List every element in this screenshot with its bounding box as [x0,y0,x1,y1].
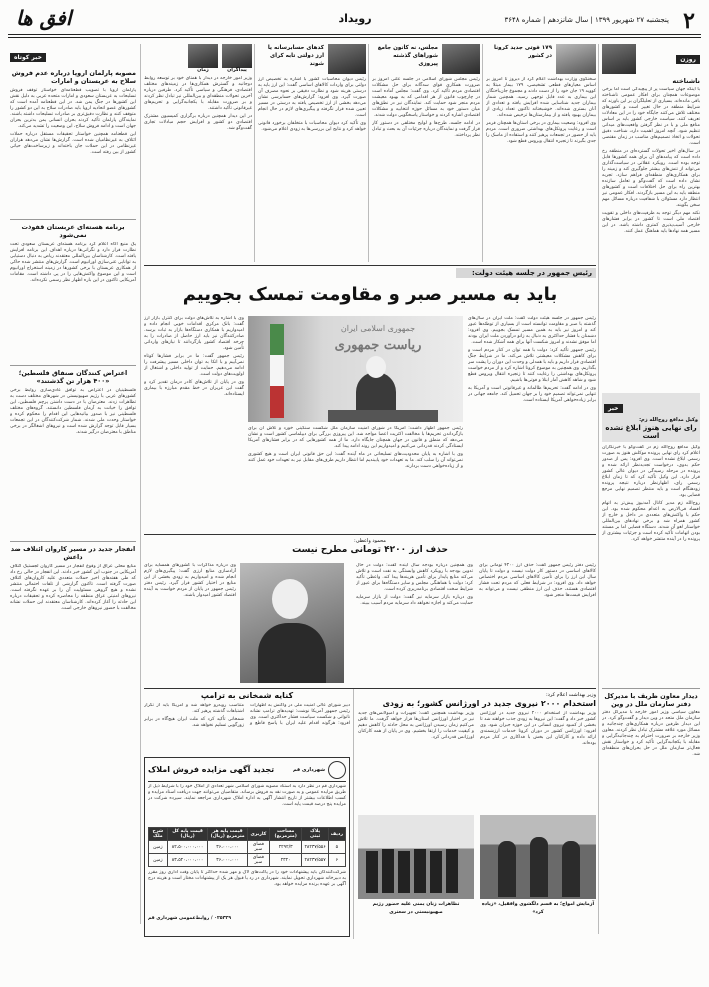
protest-photo [358,815,474,899]
lower-section [144,688,596,939]
column-rule [140,44,141,924]
story-headline: استخدام ۲۰۰۰ نیروی جدید در اورژانس کشور؛ به زودی [382,699,596,708]
left-sidebar [10,44,136,924]
column-tag: روزن [676,55,700,64]
president-photo [248,316,463,422]
article-body: وی درباره مذاکرات با کشورهای همسایه برای آزادسازی منابع ارزی گفت: پیگیری‌های لازم انجام شده و امیدواریم به زودی بخشی از این منابع در اختیار کشور قرار گیرد. رئیس دفتر رئیس جمهور در پایان از مردم خواست به آینده اقتصاد کشور امیدوار باشند. [144,563,236,598]
table-row: ۶ ۲۸۲۳۷/۵۵۷ ۲۳۲۰ فضای سبز ۳۶،۰۰۰،۰۰۰ ۸۳،۵۲۰،۰۰۰،۰۰۰ زمین [149,854,346,867]
header-rule-2 [8,37,701,38]
article-body: فلسطینیان در اعتراض به توافق عادی‌سازی روابط برخی کشورهای عربی با رژیم صهیونیستی در شهرهای مختلف دست به تظاهرات زدند. معترضان با در دست داشتن پرچم فلسطین، این توافق را خیانت به آرمان فلسطین دانستند. گروه‌های مختلف فلسطینی نیز با صدور بیانیه‌هایی این اقدام را محکوم کرده و خواستار وحدت ملی شدند. شمار شرکت‌کنندگان در این تجمعات بسیار قابل توجه گزارش شده است و نیروهای اشغالگر در برخی مناطق با معترضان درگیر شدند. [10,388,136,435]
article-body: وی با اشاره به تلاش‌های دولت برای کنترل بازار ارز گفت: بانک مرکزی اقدامات خوبی انجام داده و امیدواریم با همکاری دستگاه‌ها بازار به ثبات برسد. صادرکنندگان نیز باید ارز حاصل از صادرات را به چرخه اقتصاد کشور بازگردانند تا نیازهای وارداتی تأمین شود. رئیس جمهور گفت: ما در برابر فشارها کوتاه نمی‌آییم و با اتکا به توان داخلی مسیر پیشرفت را ادامه می‌دهیم. حمایت از تولید داخلی و اشتغال از اولویت‌های دولت است. وی در پایان از تلاش‌های کادر درمان تقدیر کرد و گفت این عزیزان در خط مقدم مبارزه با بیماری ایستاده‌اند. [144,316,244,397]
top-headline: ۱۷۹ فوتی جدید کرونا در کشور [493,45,552,59]
column-title: ناشناخته [672,77,700,85]
article-body: یک منبع آگاه اعلام کرد برنامه هسته‌ای عربستان سعودی تحت نظارت قرار دارد و نگرانی‌ها درباره اهداف این برنامه افزایش یافته است. کارشناسان بین‌المللی معتقدند ریاض به دنبال دستیابی به توانایی غنی‌سازی اورانیوم است. گزارش‌های منتشر شده حاکی از همکاری عربستان با برخی کشورها در زمینه استخراج اورانیوم است و این موضوع واکنش‌هایی را در پی داشته است. مقامات آمریکایی تاکنون در این باره اظهار نظر رسمی نکرده‌اند. [10,242,136,283]
article-body: رئیس جمهور در جلسه هیئت دولت گفت: ملت ایران در سال‌های گذشته با صبر و مقاومت توانسته است از بسیاری از توطئه‌ها عبور کند و امروز نیز باید به همین مسیر تمسک بجوییم. وی افزود: دشمنان با فشار حداکثری به دنبال به زانو درآوردن ملت ایران بودند اما موفق نشدند و امروز شکست آنها برای همه آشکار شده است. رئیس جمهور تأکید کرد: دولت با همه توان در کنار مردم است و برای کاهش مشکلات معیشتی تلاش می‌کند. ما در شرایط جنگ اقتصادی قرار داریم و باید با همدلی و وحدت این دوران را پشت سر بگذاریم. وی همچنین به موضوع کرونا اشاره کرد و از مردم خواست پروتکل‌های بهداشتی را رعایت کنند تا زنجیره انتقال ویروس قطع شود و شاهد کاهش آمار ابتلا و فوتی‌ها باشیم. وی در ادامه گفت: تحریم‌ها ظالمانه و غیرقانونی است و آمریکا به تنهایی نمی‌تواند تصمیم خود را بر جهان تحمیل کند. جامعه جهانی در برابر زیاده‌خواهی آمریکا ایستاده است. [468,316,596,403]
right-sidebar [602,44,700,934]
ad-col: ردیف [328,828,345,841]
story-kicker: محمود واعظی: [354,538,386,544]
ad-org: شهرداری قم [292,767,325,773]
article-body: وزیر بهداشت از استخدام ۲۰۰۰ نیروی جدید در اورژانس کشور خبر داد و گفت: این نیروها به زودی جذب خواهند شد تا بخشی از کمبود نیروی انسانی در این حوزه جبران شود. وی افزود: اورژانس کشور در دوران کرونا خدمات ارزشمندی ارائه داده و کارکنان این بخش با فداکاری در کنار مردم بوده‌اند. وزیر بهداشت همچنین گفت: تجهیزات و آمبولانس‌های جدید نیز در اختیار اورژانس استان‌ها قرار خواهد گرفت. ما تلاش می‌کنیم زمان رسیدن اورژانس به محل حادثه را کاهش دهیم و کیفیت خدمات را ارتقا بخشیم. وی در پایان از همه کارکنان اورژانس قدردانی کرد. [358,711,596,746]
ad-footer: ۰۲۵۳۲۹ / روابط‌عمومی شهرداری قم [148,916,232,921]
top-headline: کدهای حسابرسانه یا ارز دولتی تابه کرای شوند [267,45,324,67]
news-photo [328,44,366,74]
news-photo [188,44,218,68]
divider [10,365,136,366]
article-body: رئیس جمهور اظهار داشت: آمریکا در شورای امنیت سازمان ملل شکست سنگینی خورد و تلاش آن برای بازگرداندن تحریم‌ها با مخالفت اکثریت اعضا مواجه شد. این پیروزی بزرگی برای دیپلماسی کشور است و نشان می‌دهد که منطق و قانون در جهان همچنان جایگاه دارد. ما از همه کشورهایی که در برابر فشارهای آمریکا ایستادگی کردند قدردانی می‌کنیم و امیدواریم این روند ادامه پیدا کند. وی با اشاره به پایان محدودیت‌های تسلیحاتی در ماه آینده گفت: این حق قانونی ایران است و هیچ کشوری نمی‌تواند آن را سلب کند. ما به تعهدات خود پایبندیم اما انتظار داریم طرف‌های مقابل نیز به تعهدات خود عمل کنند و از زیاده‌خواهی دست بردارند. [248,426,463,469]
article-body: وزیر امور خارجه در دیدار با همتای خود بر توسعه روابط دوجانبه و گسترش همکاری‌ها در زمینه‌های مختلف اقتصادی، فرهنگی و سیاسی تأکید کرد. طرفین درباره آخرین تحولات منطقه‌ای و بین‌المللی نیز تبادل نظر کردند و بر ضرورت مقابله با یکجانبه‌گرایی و تحریم‌های غیرقانونی تأکید داشتند. در این دیدار همچنین درباره برگزاری کمیسیون مشترک اقتصادی دو کشور و افزایش حجم مبادلات تجاری گفت‌وگو شد. [144,76,252,131]
official-photo [240,563,344,683]
short-news-tag: خبر کوتاه [10,53,46,62]
header-rule [8,34,701,35]
story-headline: حذف ارز ۴۲۰۰ تومانی مطرح نیست [292,545,448,555]
column-rule [598,44,599,934]
article-body: منابع محلی عراق از وقوع انفجار در مسیر کاروان لجستیک ائتلاف آمریکایی در جنوب این کشور خبر دادند. این انفجار در حالی رخ داد که طی هفته‌های اخیر حملات متعددی علیه کاروان‌های ائتلاف صورت گرفته است. تاکنون گزارشی از تلفات احتمالی منتشر نشده و هیچ گروهی مسئولیت آن را بر عهده نگرفته است. نیروهای امنیتی عراق منطقه را محاصره کرده و تحقیقات درباره این حادثه را آغاز کرده‌اند. کارشناسان معتقدند این حملات نشانه مخالفت با حضور نیروهای خارجی است. [10,564,136,611]
ad-col: مساحت (مترمربع) [269,828,302,841]
news-tag: خبر [604,404,623,413]
third-story [358,689,596,939]
article-body: رئیس مجلس شورای اسلامی در جلسه علنی امروز بر ضرورت همکاری قوای سه‌گانه برای حل مشکلات اقتصادی مردم تأکید کرد. وی گفت: مجلس آماده است در چارچوب قانون از هر اقدامی که به بهبود معیشت مردم منجر شود حمایت کند. نمایندگان نیز در نطق‌های میان دستور خود به مسائل حوزه انتخابیه و مشکلات اقتصادی اشاره کردند و خواستار پاسخگویی دولت شدند. در ادامه جلسه، طرح‌ها و لوایح مختلفی در دستور کار قرار گرفت و نمایندگان درباره جزئیات آن به بحث و تبادل نظر پرداختند. [372,77,480,138]
table-row: ۵ ۲۸۲۳۷/۵۵۶ ۲۲۹۲/۳ فضای سبز ۳۶،۰۰۰،۰۰۰ ۸۲،۵۰۰،۰۰۰،۰۰۰ زمین [149,841,346,854]
news-box [602,393,700,442]
ad-col: قیمت پایه کل (ریال) [167,828,208,841]
ad-title: تجدید آگهی مزایده فروش املاک [148,765,275,774]
issue-date-info: پنجشنبه ۲۷ شهریور ۱۳۹۹ | سال شانزدهم | شماره ۳۶۴۸ [504,16,669,24]
story-kicker: وزیر بهداشت اعلام کرد: [545,692,596,698]
article-body: پارلمان اروپا با تصویب قطعنامه‌ای خواستار توقف فروش تسلیحات به عربستان سعودی و امارات متحده عربی به دلیل نقش این کشورها در جنگ یمن شد. در این قطعنامه آمده است که کشورهای عضو اتحادیه اروپا باید صادرات سلاح به این دو کشور را متوقف کنند و نظارت دقیق‌تری بر صادرات تسلیحات داشته باشند. نمایندگان پارلمان تأکید کردند بحران انسانی یمن بدترین بحران جهان است و ادامه فروش سلاح، این وضعیت را تشدید می‌کند. این قطعنامه همچنین خواستار تحقیقات مستقل درباره حملات ائتلاف به غیرنظامیان شده است. گزارش‌ها نشان می‌دهد هزاران غیرنظامی در این حملات جان باخته‌اند و زیرساخت‌های حیاتی کشور از بین رفته است. [10,88,136,155]
news-photo [556,44,596,74]
divider [602,688,700,689]
article-body: دبیر شورای عالی امنیت ملی در واکنش به اظهارات رئیس جمهور آمریکا نوشت: تهدیدهای ترامپ نشانه ناتوانی و شکست سیاست فشار حداکثری است. وی افزود: هرگونه اقدام علیه ایران با پاسخ قاطع و متناسب روبه‌رو خواهد شد و آمریکا باید از تکرار اشتباهات گذشته پرهیز کند. شمخانی تأکید کرد که ملت ایران هیچ‌گاه در برابر زورگویی تسلیم نخواهد شد. [144,703,350,728]
article-body: رئیس دفتر رئیس جمهور گفت: حذف ارز ۴۲۰۰ تومانی برای کالاهای اساسی در دستور کار دولت نیست و دولت تا پایان سال این ارز را برای تأمین کالاهای اساسی مردم اختصاص خواهد داد. وی افزود: در شرایط فعلی که مردم تحت فشار اقتصادی هستند، حذف این ارز منطقی نیست و می‌تواند به افزایش قیمت‌ها منجر شود. وی همچنین درباره بودجه سال آینده گفت: دولت در حال تدوین بودجه با رویکرد کاهش وابستگی به نفت است و تلاش می‌کند منابع پایدار برای تأمین هزینه‌ها پیدا کند. واعظی تأکید کرد: دولت با هماهنگی مجلس و سایر دستگاه‌ها برای عبور از شرایط سخت اقتصادی برنامه‌ریزی کرده است. وی درباره بازار سرمایه نیز گفت: دولت از بازار سرمایه حمایت می‌کند و اجازه نخواهد داد سرمایه مردم آسیب ببیند. [356,563,596,606]
second-story [144,534,596,685]
photo-caption: آزمایش امواج؛ به قسم دلگشوی وافقیل، «زیاده‌ کرد» [481,902,595,915]
columnist-photo [602,44,636,74]
article-body: معاون سیاسی وزیر امور خارجه با مدیرکل دفتر سازمان ملل متحد در وین دیدار و گفت‌وگو کرد. در این دیدار طرفین درباره همکاری‌های چندجانبه و مسائل مورد علاقه مشترک تبادل نظر کردند. معاون وزیر خارجه بر ضرورت احترام به چندجانبه‌گرایی و مقابله با یکجانبه‌گرایی تأکید کرد و خواستار نقش فعال‌تر سازمان ملل در حل بحران‌های منطقه‌ای شد. [602,710,700,757]
fourth-story [144,689,350,753]
news-title: رای نهایی هنوز ابلاغ نشده است [605,424,697,440]
ad-box [144,757,350,937]
backdrop-text: ریاست جمهوری [334,338,422,353]
article-title: انفجار جدید در مسیر کاروان ائتلاف ضد داعش [10,545,136,561]
article-body: رئیس دیوان محاسبات کشور با اشاره به تخصیص ارز دولتی برای واردات کالاهای اساسی گفت: این ارز باید به درستی هزینه شود و نظارت دقیقی بر نحوه مصرف آن صورت گیرد. وی افزود: گزارش‌های حسابرسی نشان می‌دهد بخشی از ارز تخصیص یافته به درستی در مسیر تعیین شده قرار نگرفته و پیگیری‌های لازم در حال انجام است. وی تأکید کرد دیوان محاسبات با متخلفان برخورد قانونی خواهد کرد و نتایج این بررسی‌ها به زودی اعلام می‌شود. [258,77,366,132]
main-headline: باید به مسیر صبر و مقاومت تمسک بجوییم [182,284,558,305]
column-body: با اینکه جهان سیاست پر از پیچیدگی است اما برخی موضوعات همچنان برای افکار عمومی ناشناخته باقی مانده‌اند. بسیاری از تحلیلگران بر این باورند که شرایط منطقه در حال تغییر است و کشورهای مختلف تلاش می‌کنند جایگاه خود را در این معادلات تعریف کنند. سیاست خارجی کشور باید بر اساس منافع ملی و با در نظر گرفتن واقعیت‌های میدانی تنظیم شود. آنچه امروز اهمیت دارد، شناخت دقیق تحولات و اتخاذ تصمیم‌های مناسب در زمان مقتضی است. در سال‌های اخیر تحولات گسترده‌ای در منطقه رخ داده است که پیامدهای آن برای همه کشورها قابل توجه بوده است. رویکرد عقلانی در سیاست‌گذاری می‌تواند از تنش‌های بیشتر جلوگیری کند و زمینه را برای همکاری‌های منطقه‌ای فراهم سازد. تجربه نشان داده است که گفت‌وگو و تعامل سازنده بهترین راه برای حل اختلافات است و کشورهای منطقه باید به این مسیر بازگردند. افکار عمومی نیز انتظار دارد مسئولان با شفافیت درباره مسائل مهم سخن بگویند. نکته مهم دیگر توجه به ظرفیت‌های داخلی و تقویت اقتصاد ملی است تا کشور در برابر فشارهای خارجی آسیب‌پذیری کمتری داشته باشد. در این مسیر همه نهادها باید هماهنگ عمل کنند. [602,87,700,234]
ad-table [148,827,346,867]
ad-col: کاربری [247,828,269,841]
top-column [486,44,596,262]
soldiers-photo [480,815,596,899]
top-column [258,44,366,262]
story-kicker: رئیس جمهور در جلسه هیئت دولت: [456,268,596,278]
page-number: ۲ [683,8,695,34]
divider [10,219,136,220]
masthead-logo: افق ها [16,6,72,30]
article-title: اعتراض کنندگان صنفاق فلسطین؛ «۴۰۰ هزار تن گذشتند» [18,369,128,385]
top-column [144,44,252,262]
main-story [144,265,596,531]
news-kicker: وکیل مدافع روح‌الله زم: [639,417,698,423]
ad-col: پلاک ثبتی [302,828,328,841]
ad-body: شرکت‌کنندگان باید پیشنهادات خود را در پاکت‌های لاک و مهر شده حداکثر تا پایان وقت اداری روز مقرر به دبیرخانه شهرداری تحویل نمایند. شهرداری در رد یا قبول هر یک از پیشنهادات مختار است و هزینه درج آگهی بر عهده برنده مزایده خواهد بود. [148,870,346,887]
backdrop-text: جمهوری اسلامی ایران [340,324,416,333]
desk [328,410,438,422]
ad-table-header [149,828,346,841]
column-header [602,44,700,74]
person-head [366,356,386,378]
photo-label: پیداگران [227,68,247,73]
ad-col: شرح ملک [149,828,168,841]
top-headline: مجلس، نه کانون جامع شوراهای گذشته پیروزی [377,45,438,67]
article-title: مصوبه پارلمان اروپا درباره عدم فروش سلاح به عربستان و امارات [11,69,136,85]
flag [270,324,284,418]
top-column [372,44,480,262]
top-strip [144,44,596,262]
article-body: سخنگوی وزارت بهداشت اعلام کرد از دیروز تا امروز بر اساس معیارهای قطعی تشخیصی، ۱۷۹ بیمار مبتلا به کووید ۱۹ جان خود را از دست دادند و مجموع جان‌باختگان این بیماری به عدد قابل توجهی رسید. همچنین شمار بیماران جدید شناسایی شده افزایش یافته و تعدادی از آنان بستری شده‌اند. خوشبختانه تاکنون تعداد زیادی از بیماران بهبود یافته و از بیمارستان‌ها ترخیص شده‌اند. وی افزود: وضعیت بیماری در برخی استان‌ها همچنان قرمز است و رعایت پروتکل‌های بهداشتی ضروری است. مردم باید از حضور در تجمعات پرهیز کنند و استفاده از ماسک را جدی بگیرند تا زنجیره انتقال ویروس قطع شود. [486,77,596,144]
photo-caption: تظاهرات زنان یمنی علیه حضور رژیم صهیونیستی در سعتری [372,902,460,915]
news-body: وکیل مدافع روح‌الله زم در گفت‌وگو با خبرنگاران اعلام کرد رای نهایی پرونده موکلش هنوز به صورت رسمی ابلاغ نشده است. وی افزود: پس از صدور حکم بدوی، درخواست تجدیدنظر ارائه شده و پرونده در مرحله رسیدگی در دیوان عالی کشور قرار دارد. این وکیل تأکید کرد که تا زمان ابلاغ رسمی رای، اظهارنظر درباره نتیجه پرونده زودهنگام است و باید منتظر تصمیم نهایی مرجع قضایی بود. روح‌الله زم مدیر کانال آمدنیوز پیش‌تر به اتهام افساد فی‌الارض به اعدام محکوم شده بود. این حکم با واکنش‌های متعددی در داخل و خارج از کشور همراه شد و برخی نهادهای بین‌المللی خواستار لغو آن شدند. دستگاه قضایی اما بر مستند بودن اتهامات تأکید کرده است و جزئیات بیشتری از پرونده را در آینده منتشر خواهد کرد. [602,445,700,542]
news-photo [442,44,480,74]
story-headline: کنایه شمخانی به ترامپ [200,691,294,700]
org-logo-icon [328,761,346,779]
article-title: برنامه هسته‌ای عربستان قفوذت نمی‌شود [21,223,125,239]
photo-label: زمان [197,68,209,73]
divider [10,541,136,542]
news-photo [222,44,252,68]
ad-body: شهرداری قم در نظر دارد به استناد مصوبه شورای اسلامی شهر تعدادی از املاک خود را با شرایط ذیل از طریق مزایده عمومی و به صورت نقد به فروش برساند. متقاضیان می‌توانند جهت دریافت اسناد مزایده و کسب اطلاعات بیشتر از تاریخ انتشار آگهی به اداره املاک شهرداری مراجعه نمایند. سپرده شرکت در مزایده پنج درصد قیمت پایه است. [148,784,346,807]
ad-col: قیمت پایه هر مترمربع (ریال) [208,828,247,841]
article-title: دیدار معاون ظریف با مدیرکل دفتر سازمان ملل در وین [604,692,698,708]
section-title: رویداد [338,12,372,25]
